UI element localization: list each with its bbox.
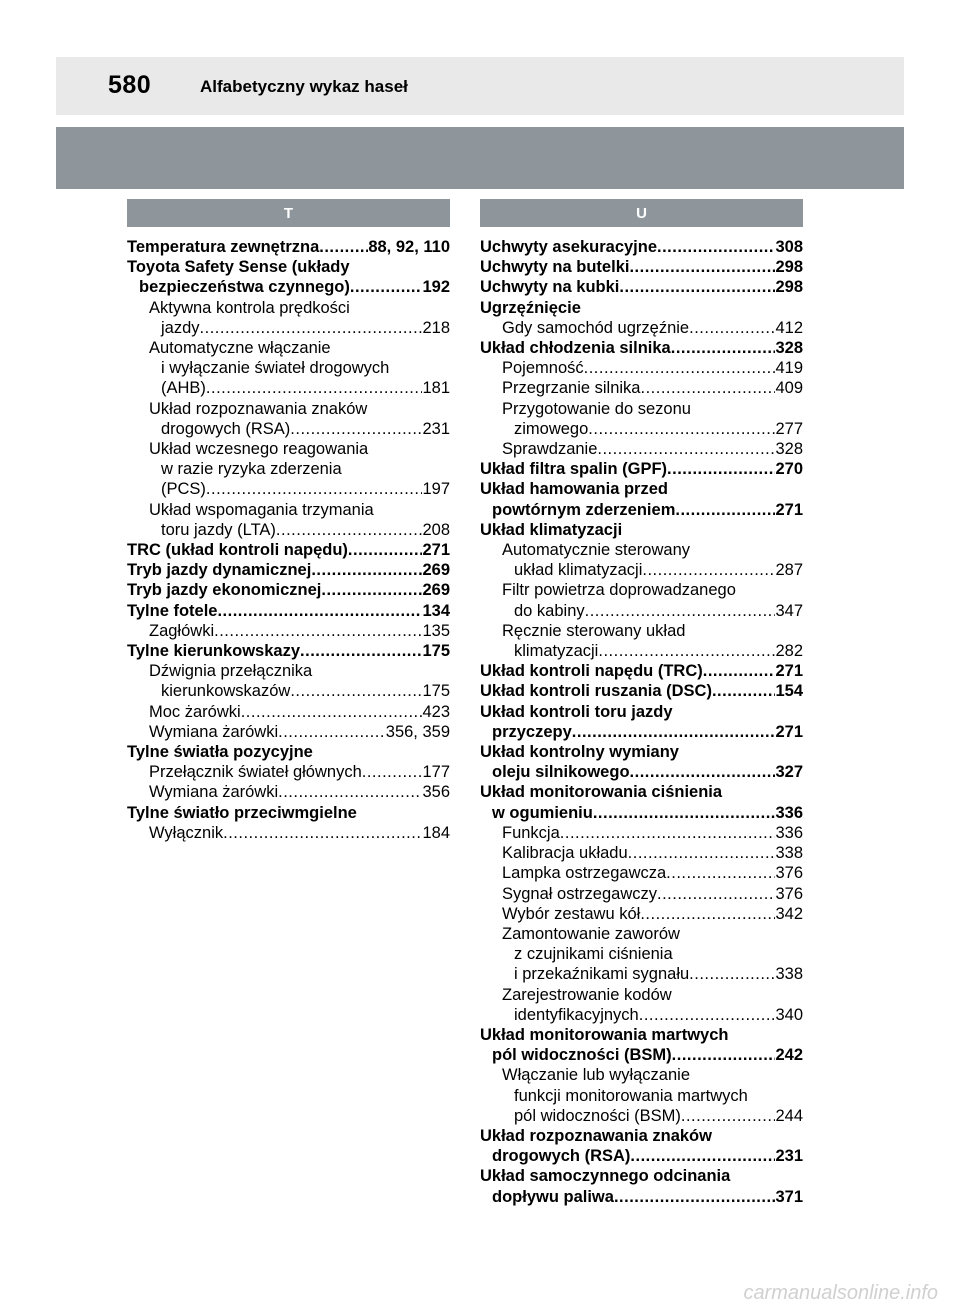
page-reference: 298 — [775, 258, 803, 277]
index-line — [480, 560, 803, 580]
dot-leader — [639, 1005, 776, 1025]
index-line-text: toru jazdy (LTA) — [161, 520, 276, 539]
index-line-text: Układ wczesnego reagowania — [149, 440, 369, 459]
index-line-text: Układ monitorowania martwych — [480, 1025, 729, 1044]
index-line-text: Uchwyty na butelki — [480, 258, 630, 277]
index-line — [480, 439, 803, 459]
index-line-text: Wymiana żarówki — [149, 722, 279, 741]
page-reference: 269 — [422, 581, 450, 600]
index-line — [480, 681, 803, 701]
index-line — [480, 500, 803, 520]
page-reference: 184 — [422, 823, 450, 842]
index-line-text: i wyłączanie świateł drogowych — [161, 359, 390, 378]
index-line-text: Układ kontroli napędu (TRC) — [480, 662, 703, 681]
index-line — [480, 419, 803, 439]
dot-leader — [642, 560, 775, 580]
index-line-text: Układ rozpoznawania znaków — [149, 399, 368, 418]
dot-leader — [614, 1187, 776, 1207]
index-line-text: Dźwignia przełącznika — [149, 662, 313, 681]
page-reference: 231 — [775, 1147, 803, 1166]
index-line-text: funkcji monitorowania martwych — [514, 1086, 748, 1105]
dot-leader — [630, 1146, 775, 1166]
index-line-text: Ugrzęźnięcie — [480, 298, 581, 317]
page-reference: 135 — [422, 621, 450, 640]
index-line — [480, 722, 803, 742]
dot-leader — [200, 318, 423, 338]
dot-leader — [319, 237, 368, 257]
page-reference: 271 — [775, 662, 803, 681]
index-line — [480, 378, 803, 398]
dot-leader — [628, 843, 776, 863]
page-reference: 328 — [775, 339, 803, 358]
dot-leader — [560, 823, 776, 843]
index-line — [480, 1025, 803, 1045]
dot-leader — [640, 904, 775, 924]
page-reference: 340 — [775, 1005, 803, 1024]
index-line-text: Uchwyty na kubki — [480, 278, 620, 297]
index-line-text: pól widoczności (BSM) — [514, 1106, 681, 1125]
page-reference: 327 — [775, 763, 803, 782]
index-line — [127, 823, 450, 843]
index-line-text: Układ samoczynnego odcinania — [480, 1167, 731, 1186]
index-line-text: Tylne światło przeciwmgielne — [127, 803, 357, 822]
index-line — [480, 257, 803, 277]
index-line-text: dopływu paliwa — [492, 1187, 614, 1206]
index-line-text: Włączanie lub wyłączanie — [502, 1066, 691, 1085]
index-line-text: Tryb jazdy ekonomicznej — [127, 581, 322, 600]
index-line — [127, 661, 450, 681]
letter-header-u: U — [480, 199, 803, 227]
index-line — [127, 601, 450, 621]
index-line — [127, 237, 450, 257]
index-line — [127, 378, 450, 398]
index-line-text: Automatyczne włączanie — [149, 339, 331, 358]
page-number: 580 — [108, 71, 152, 99]
index-line — [480, 904, 803, 924]
page-reference: 181 — [422, 379, 450, 398]
index-line-text: Sprawdzanie — [502, 440, 598, 459]
index-line — [480, 985, 803, 1005]
index-line-text: Tylne fotele — [127, 601, 218, 620]
dot-leader — [206, 479, 423, 499]
page-reference: 376 — [775, 884, 803, 903]
dot-leader — [214, 621, 422, 641]
page-reference: 336 — [775, 823, 803, 842]
dot-leader — [619, 277, 775, 297]
index-line — [480, 298, 803, 318]
index-line — [127, 298, 450, 318]
page-reference: 134 — [422, 601, 450, 620]
page-reference: 244 — [775, 1106, 803, 1125]
index-line — [127, 520, 450, 540]
index-line — [127, 702, 450, 722]
index-line-text: Tryb jazdy dynamicznej — [127, 561, 312, 580]
dot-leader — [598, 641, 775, 661]
index-line-text: przyczepy — [492, 722, 572, 741]
page-reference: 342 — [775, 904, 803, 923]
index-line-text: i przekaźnikami sygnału — [514, 965, 690, 984]
page-reference: 192 — [422, 278, 450, 297]
entry-list — [480, 237, 803, 1207]
dot-leader — [712, 681, 776, 701]
index-line — [480, 641, 803, 661]
index-line-text: TRC (układ kontroli napędu) — [127, 541, 348, 560]
dot-leader — [681, 1106, 776, 1126]
index-line-text: kierunkowskazów — [161, 682, 291, 701]
index-line — [480, 944, 803, 964]
index-line-text: (AHB) — [161, 379, 206, 398]
dot-leader — [689, 964, 775, 984]
index-line-text: drogowych (RSA) — [161, 419, 291, 438]
index-line-text: Funkcja — [502, 823, 560, 842]
page-reference: 356 — [422, 783, 450, 802]
page-reference: 269 — [422, 561, 450, 580]
dot-leader — [278, 782, 422, 802]
index-line-text: Układ chłodzenia silnika — [480, 339, 671, 358]
index-line-text: Układ kontrolny wymiany — [480, 743, 679, 762]
dot-leader — [241, 702, 423, 722]
section-band — [56, 127, 904, 189]
index-line-text: Układ wspomagania trzymania — [149, 500, 374, 519]
index-line-text: w razie ryzyka zderzenia — [161, 460, 342, 479]
index-line — [127, 338, 450, 358]
index-line — [127, 277, 450, 297]
index-column-u — [480, 199, 803, 1207]
index-line — [127, 459, 450, 479]
index-line-text: zimowego — [514, 419, 589, 438]
index-line-text: Tylne światła pozycyjne — [127, 743, 313, 762]
page-reference: 177 — [422, 763, 450, 782]
index-line-text: (PCS) — [161, 480, 206, 499]
index-line-text: Układ hamowania przed — [480, 480, 668, 499]
index-line — [480, 762, 803, 782]
dot-leader — [290, 419, 422, 439]
index-line — [127, 621, 450, 641]
index-line-text: Przygotowanie do sezonu — [502, 399, 691, 418]
page-reference: 154 — [775, 682, 803, 701]
dot-leader — [206, 378, 423, 398]
index-line — [127, 782, 450, 802]
header-title: Alfabetyczny wykaz haseł — [200, 77, 408, 96]
index-line-text: bezpieczeństwa czynnego) — [139, 278, 350, 297]
index-line — [480, 318, 803, 338]
dot-leader — [278, 722, 386, 742]
dot-leader — [300, 641, 422, 661]
index-line — [480, 964, 803, 984]
index-line — [480, 520, 803, 540]
index-line-text: Lampka ostrzegawcza — [502, 864, 667, 883]
index-line — [480, 399, 803, 419]
index-line — [480, 1005, 803, 1025]
page-reference: 242 — [775, 1046, 803, 1065]
page-reference: 412 — [775, 318, 803, 337]
index-line-text: Kalibracja układu — [502, 844, 628, 863]
dot-leader — [657, 884, 775, 904]
index-line — [480, 601, 803, 621]
index-line — [480, 702, 803, 722]
index-line-text: drogowych (RSA) — [492, 1147, 631, 1166]
index-line — [127, 580, 450, 600]
index-line — [480, 358, 803, 378]
index-line — [127, 540, 450, 560]
index-line-text: Układ rozpoznawania znaków — [480, 1126, 712, 1145]
page-reference: 308 — [775, 238, 803, 256]
page-reference: 282 — [775, 642, 803, 661]
index-line-text: identyfikacyjnych — [514, 1005, 639, 1024]
dot-leader — [223, 823, 422, 843]
dot-leader — [290, 681, 422, 701]
dot-leader — [675, 500, 775, 520]
index-line — [480, 803, 803, 823]
page-reference: 175 — [422, 682, 450, 701]
index-column-t — [127, 199, 450, 843]
dot-leader — [217, 601, 422, 621]
index-line-text: Zagłówki — [149, 621, 215, 640]
index-line — [480, 782, 803, 802]
index-line-text: Aktywna kontrola prędkości — [149, 298, 350, 317]
dot-leader — [597, 439, 775, 459]
index-line — [480, 580, 803, 600]
dot-leader — [629, 257, 775, 277]
index-line-text: Układ klimatyzacji — [480, 520, 623, 539]
index-line — [480, 459, 803, 479]
index-line — [480, 237, 803, 257]
index-line-text: Układ monitorowania ciśnienia — [480, 783, 723, 802]
index-line-text: Automatycznie sterowany — [502, 541, 691, 560]
index-line-text: Przełącznik świateł głównych — [149, 763, 362, 782]
index-line-text: Toyota Safety Sense (układy — [127, 258, 350, 277]
letter-header-t: T — [127, 199, 450, 227]
index-line — [480, 1065, 803, 1085]
page-reference: 271 — [422, 541, 450, 560]
dot-leader — [362, 762, 423, 782]
dot-leader — [667, 459, 775, 479]
dot-leader — [657, 237, 775, 257]
index-line — [480, 863, 803, 883]
index-line — [127, 318, 450, 338]
index-line — [127, 722, 450, 742]
index-line — [480, 621, 803, 641]
dot-leader — [630, 762, 776, 782]
index-line-text: Wyłącznik — [149, 823, 224, 842]
page-reference: 347 — [775, 601, 803, 620]
index-line-text: Ręcznie sterowany układ — [502, 621, 686, 640]
dot-leader — [588, 419, 775, 439]
index-line-text: w ogumieniu — [492, 803, 593, 822]
index-line-text: Pojemność — [502, 359, 584, 378]
dot-leader — [593, 803, 776, 823]
page-reference: 88, 92, 110 — [368, 238, 450, 256]
index-line-text: Temperatura zewnętrzna — [127, 238, 320, 256]
index-line-text: Gdy samochód ugrzęźnie — [502, 318, 690, 337]
page-reference: 338 — [775, 965, 803, 984]
index-line — [127, 419, 450, 439]
dot-leader — [348, 540, 423, 560]
index-line-text: klimatyzacji — [514, 642, 599, 661]
index-line-text: Układ kontroli toru jazdy — [480, 702, 673, 721]
index-line — [480, 661, 803, 681]
index-line — [480, 1126, 803, 1146]
index-line — [480, 823, 803, 843]
index-line-text: do kabiny — [514, 601, 585, 620]
index-line-text: z czujnikami ciśnienia — [514, 945, 673, 964]
index-line — [127, 681, 450, 701]
index-line-text: Zarejestrowanie kodów — [502, 985, 672, 1004]
page-reference: 271 — [775, 722, 803, 741]
index-line — [127, 742, 450, 762]
index-line — [480, 1187, 803, 1207]
index-line — [480, 277, 803, 297]
index-line — [480, 1086, 803, 1106]
index-line — [480, 843, 803, 863]
page-reference: 287 — [775, 561, 803, 580]
page-reference: 419 — [775, 359, 803, 378]
index-line-text: powtórnym zderzeniem — [492, 500, 676, 519]
index-line — [480, 479, 803, 499]
page-reference: 175 — [422, 642, 450, 661]
index-line-text: Moc żarówki — [149, 702, 241, 721]
index-line-text: jazdy — [161, 318, 200, 337]
dot-leader — [584, 358, 776, 378]
index-line-text: oleju silnikowego — [492, 763, 630, 782]
index-line-text: Tylne kierunkowskazy — [127, 642, 301, 661]
page-header — [56, 57, 904, 115]
dot-leader — [311, 560, 422, 580]
dot-leader — [640, 378, 775, 398]
index-line-text: układ klimatyzacji — [514, 561, 643, 580]
dot-leader — [276, 520, 423, 540]
dot-leader — [666, 863, 775, 883]
index-line-text: Układ filtra spalin (GPF) — [480, 460, 668, 479]
index-line — [127, 439, 450, 459]
page-reference: 338 — [775, 844, 803, 863]
index-line — [127, 358, 450, 378]
page-reference: 298 — [775, 278, 803, 297]
watermark-text: carmanualsonline.info — [743, 1282, 938, 1304]
dot-leader — [671, 338, 776, 358]
index-line-text: pól widoczności (BSM) — [492, 1046, 672, 1065]
index-line — [480, 1045, 803, 1065]
index-line — [480, 742, 803, 762]
index-line — [127, 762, 450, 782]
page-reference: 197 — [422, 480, 450, 499]
index-line — [127, 399, 450, 419]
page-reference: 409 — [775, 379, 803, 398]
page-reference: 423 — [422, 702, 450, 721]
index-line — [127, 803, 450, 823]
page-reference: 270 — [775, 460, 803, 479]
dot-leader — [350, 277, 423, 297]
index-line — [480, 924, 803, 944]
index-line — [127, 257, 450, 277]
page-reference: 208 — [422, 520, 450, 539]
page-reference: 356, 359 — [385, 722, 450, 741]
page-reference: 376 — [775, 864, 803, 883]
entry-list — [127, 237, 450, 843]
page-reference: 328 — [775, 440, 803, 459]
page-reference: 336 — [775, 803, 803, 822]
dot-leader — [572, 722, 776, 742]
index-line — [480, 338, 803, 358]
index-line — [127, 560, 450, 580]
page-reference: 277 — [775, 419, 803, 438]
index-line-text: Filtr powietrza doprowadzanego — [502, 581, 736, 600]
index-line — [127, 641, 450, 661]
index-line — [480, 1166, 803, 1186]
page-reference: 231 — [422, 419, 450, 438]
index-line-text: Wybór zestawu kół — [502, 904, 641, 923]
dot-leader — [585, 601, 776, 621]
index-line — [480, 884, 803, 904]
index-line-text: Sygnał ostrzegawczy — [502, 884, 657, 903]
index-line — [480, 1146, 803, 1166]
index-line — [480, 540, 803, 560]
index-line-text: Układ kontroli ruszania (DSC) — [480, 682, 712, 701]
dot-leader — [703, 661, 776, 681]
index-line — [127, 500, 450, 520]
index-line — [127, 479, 450, 499]
page-reference: 271 — [775, 500, 803, 519]
page-reference: 218 — [422, 318, 450, 337]
index-line-text: Wymiana żarówki — [149, 783, 279, 802]
index-line-text: Uchwyty asekuracyjne — [480, 238, 658, 256]
index-line-text: Przegrzanie silnika — [502, 379, 641, 398]
page-reference: 371 — [775, 1187, 803, 1206]
index-line — [480, 1106, 803, 1126]
dot-leader — [321, 580, 422, 600]
index-line-text: Zamontowanie zaworów — [502, 924, 680, 943]
dot-leader — [689, 318, 775, 338]
dot-leader — [672, 1045, 776, 1065]
